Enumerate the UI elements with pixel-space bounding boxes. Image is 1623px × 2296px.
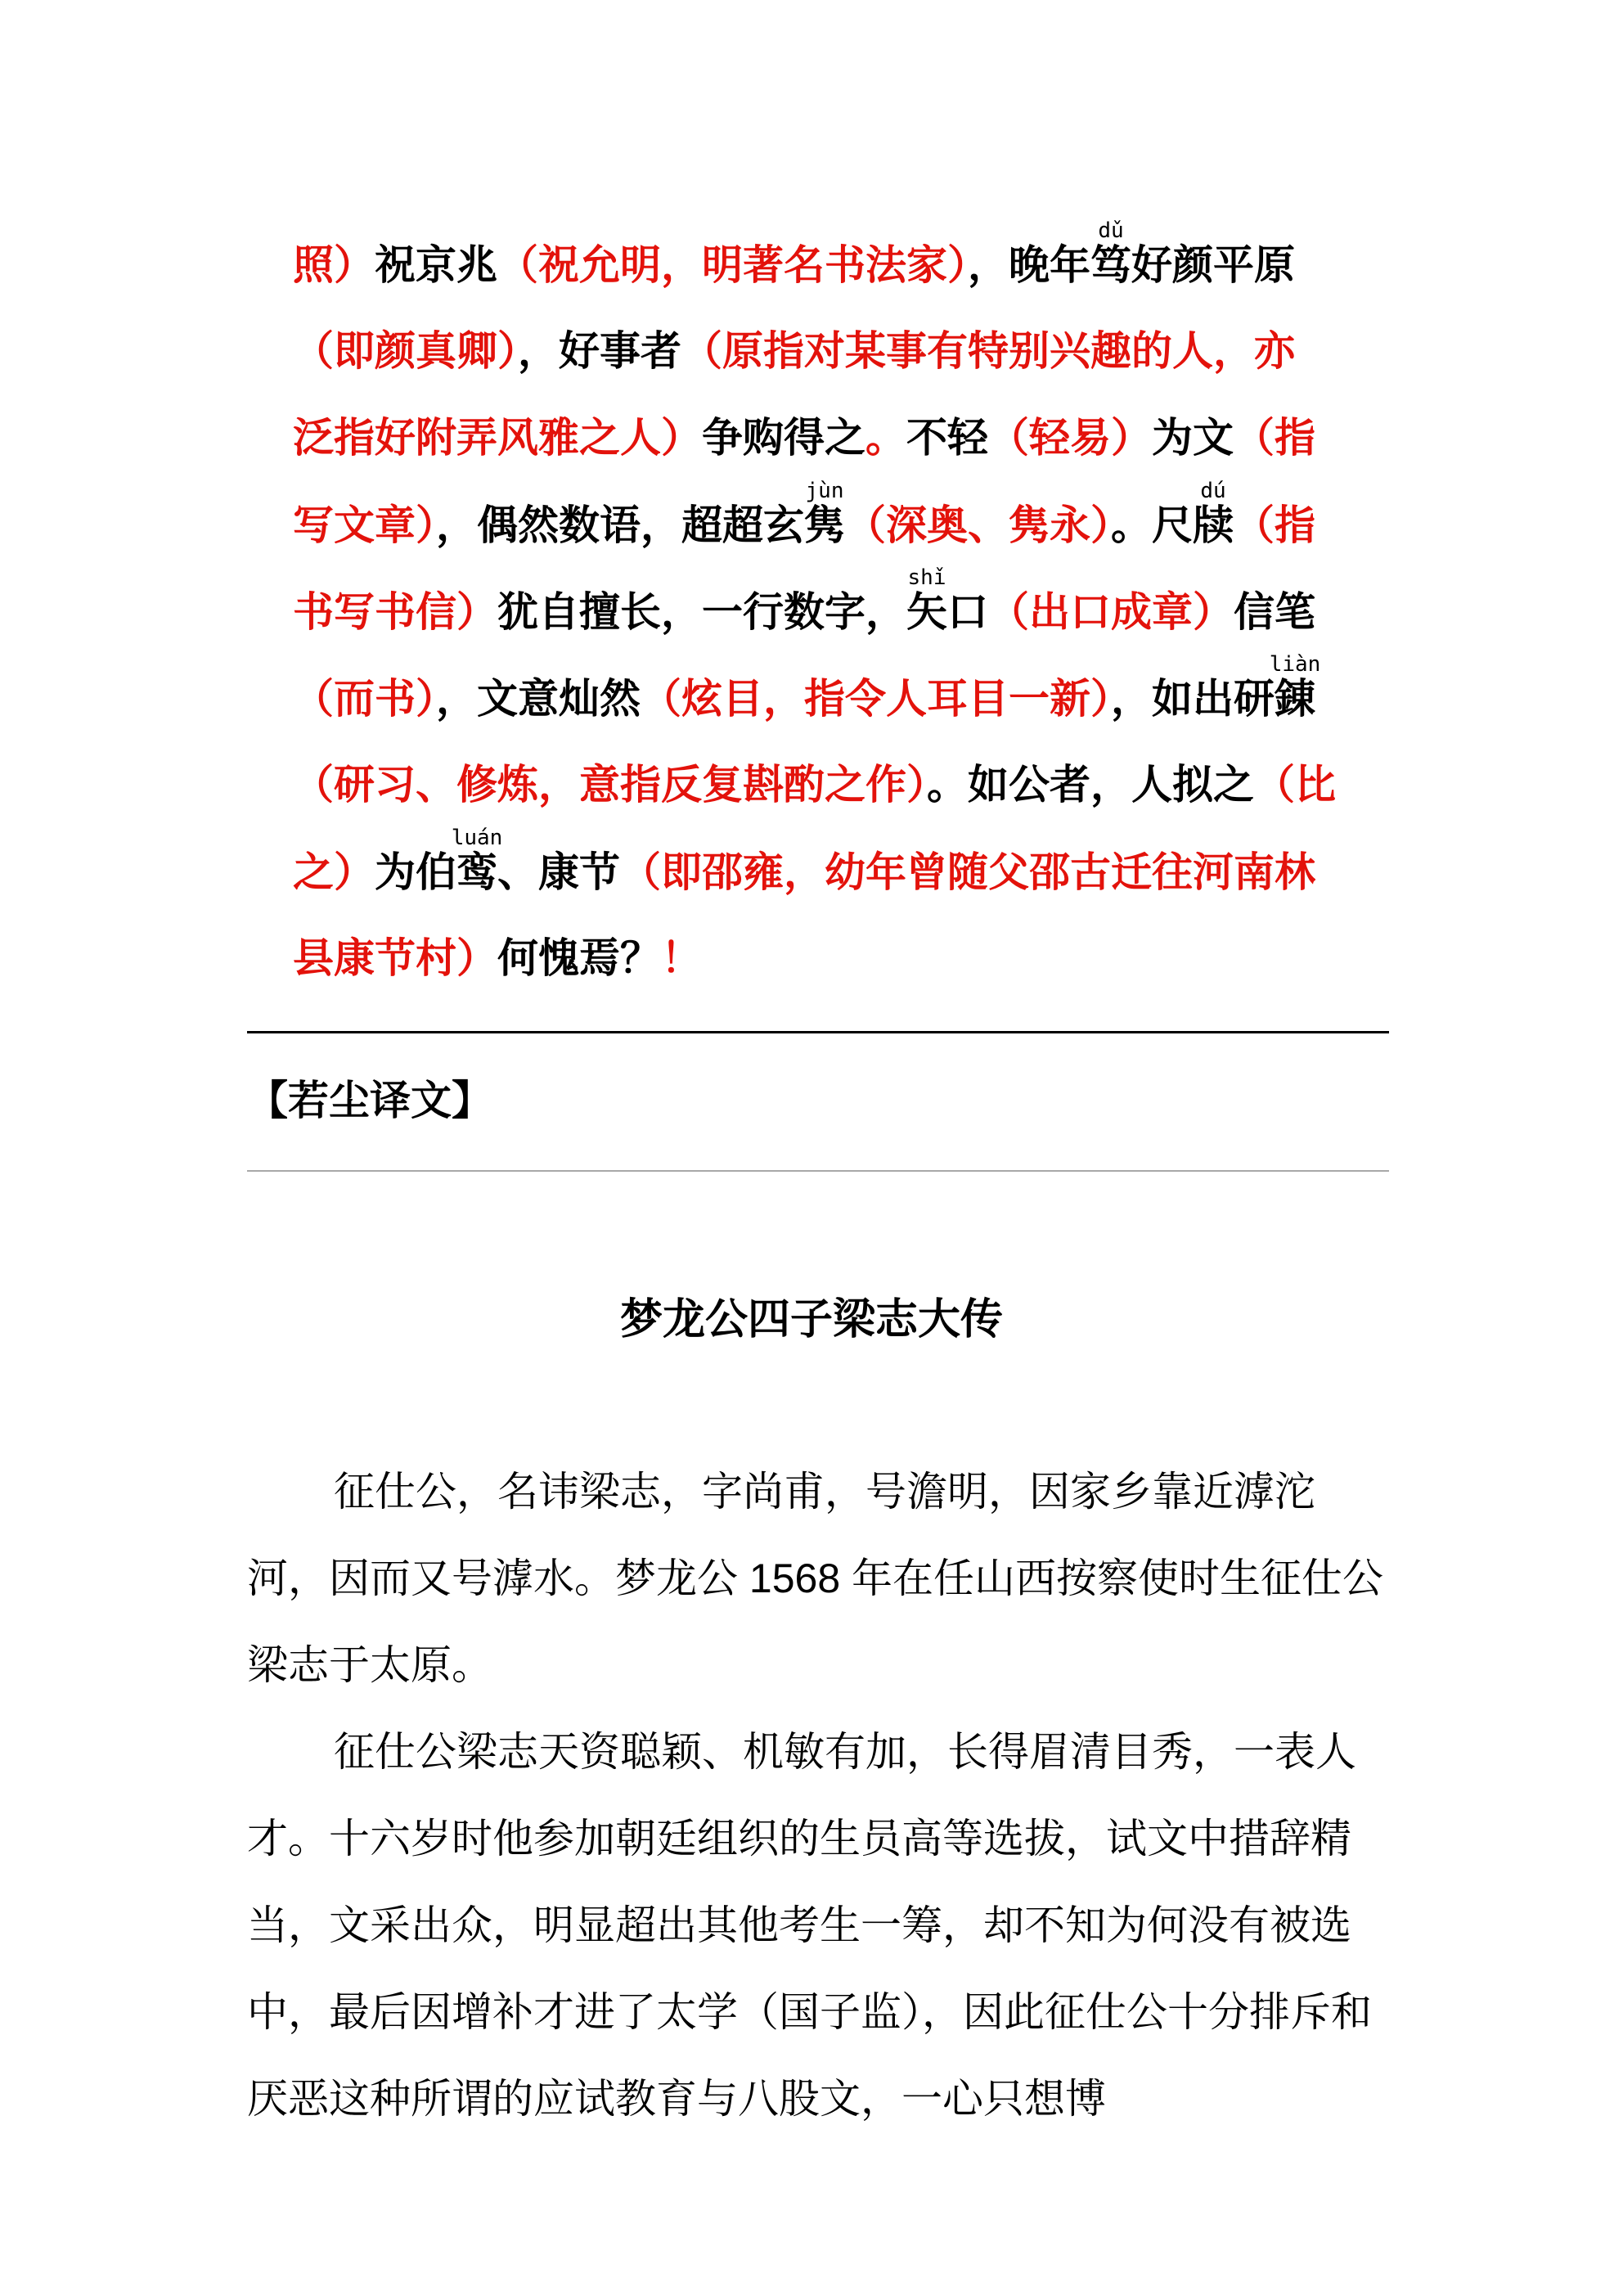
annotation-text: （即邵雍，幼年曾随父邵古迁往河南林 xyxy=(620,848,1315,896)
annotation-text: 。 xyxy=(865,413,906,461)
original-text: ，偶然数语，超超玄 xyxy=(436,501,804,549)
annotation-text: （祝允明，明著名书法家） xyxy=(497,241,968,289)
annotation-text: （出口成章） xyxy=(988,588,1234,636)
original-text: 争购得之 xyxy=(702,413,865,461)
original-text: 不轻 xyxy=(906,413,988,461)
annotation-text: （炫目，指令人耳目一新） xyxy=(641,674,1111,723)
passage-line xyxy=(293,394,1389,481)
pinyin-annotated-char: 牍dú xyxy=(1193,479,1234,549)
original-text: 为伯 xyxy=(375,848,456,896)
paragraph: 征仕公梁志天资聪颖、机敏有加，长得眉清目秀，一表人才。十六岁时他参加朝廷组织的生员高等选拔，试文中措辞精当，文采出众，明显超出其他考生一筹，却不知为何没有被选中，最后因增补才进了太学（国子监），因此征仕公十分排斥和厌恶这种所谓的应试教育与八股文，一心只想博 xyxy=(247,1728,1372,2123)
section-divider xyxy=(247,1031,1389,1033)
pinyin-annotated-char: 錬liàn xyxy=(1269,652,1321,723)
section-label: 【若尘译文】 xyxy=(247,1076,492,1124)
original-text: 口 xyxy=(947,588,988,636)
annotation-text: 写文章） xyxy=(293,501,436,549)
pinyin-annotated-char: 笃dǔ xyxy=(1090,218,1131,289)
annotation-text: 之） xyxy=(293,848,375,896)
translation-body xyxy=(247,1448,1389,2142)
pinyin-annotated-char: 隽jùn xyxy=(804,479,845,549)
paragraph: 征仕公，名讳梁志，字尚甫，号澹明，因家乡靠近滹沱河，因而又号滹水。梦龙公 1568 年在任山西按察使时生征仕公梁志于太原。 xyxy=(247,1468,1384,1689)
pinyin-annotated-char: 矢shǐ xyxy=(906,565,947,636)
annotation-text: 县康节村） xyxy=(293,934,497,982)
annotation-text: （即颜真卿） xyxy=(293,326,518,375)
document-title: 梦龙公四子梁志大传 xyxy=(619,1294,1003,1344)
original-text: ，如出研 xyxy=(1111,674,1275,723)
annotation-text: （指 xyxy=(1234,413,1315,461)
passage-line xyxy=(293,828,1389,915)
passage-line xyxy=(293,308,1389,394)
passage-line xyxy=(293,565,1389,655)
annotation-text: 泛指好附弄风雅之人） xyxy=(293,413,702,461)
annotation-text: （深奥、隽永） xyxy=(845,501,1111,549)
passage-line xyxy=(293,741,1389,828)
annotation-text: （研习、修炼，意指反复斟酌之作） xyxy=(293,760,927,808)
original-text: 。尺 xyxy=(1111,501,1193,549)
original-text: 。如公者，人拟之 xyxy=(927,760,1254,808)
annotation-text: 书写书信） xyxy=(293,588,497,636)
original-text: 犹自擅长，一行数字， xyxy=(497,588,906,636)
original-text: ，晚年 xyxy=(968,241,1090,289)
pinyin-annotated-char: 鸾luán xyxy=(451,826,503,896)
original-text: 信笔 xyxy=(1234,588,1315,636)
original-text: 何愧焉？ xyxy=(497,934,661,982)
pinyin: liàn xyxy=(1269,652,1321,677)
annotation-text: （指 xyxy=(1234,501,1315,549)
pinyin: dǔ xyxy=(1090,218,1131,243)
pinyin: dú xyxy=(1193,479,1234,503)
original-text: ，文意灿然 xyxy=(436,674,641,723)
original-text: 祝京兆 xyxy=(375,241,497,289)
pinyin: jùn xyxy=(804,479,845,503)
annotation-text: ！ xyxy=(661,934,702,982)
annotation-text: （轻易） xyxy=(988,413,1152,461)
passage-line xyxy=(293,915,1389,1002)
passage-line xyxy=(293,218,1389,308)
annotated-passage xyxy=(293,218,1389,1002)
original-text: ，好事者 xyxy=(518,326,681,375)
original-text: 为文 xyxy=(1152,413,1234,461)
pinyin: luán xyxy=(451,826,503,850)
annotation-text: （比 xyxy=(1254,760,1336,808)
original-text: 好颜平原 xyxy=(1131,241,1295,289)
passage-line xyxy=(293,481,1389,568)
annotation-text: 照） xyxy=(293,241,375,289)
original-text: 、康节 xyxy=(497,848,620,896)
pinyin: shǐ xyxy=(906,565,947,590)
annotation-text: （原指对某事有特别兴趣的人，亦 xyxy=(681,326,1295,375)
passage-line xyxy=(293,652,1389,741)
annotation-text: （而书） xyxy=(293,674,436,723)
section-underline xyxy=(247,1170,1389,1172)
